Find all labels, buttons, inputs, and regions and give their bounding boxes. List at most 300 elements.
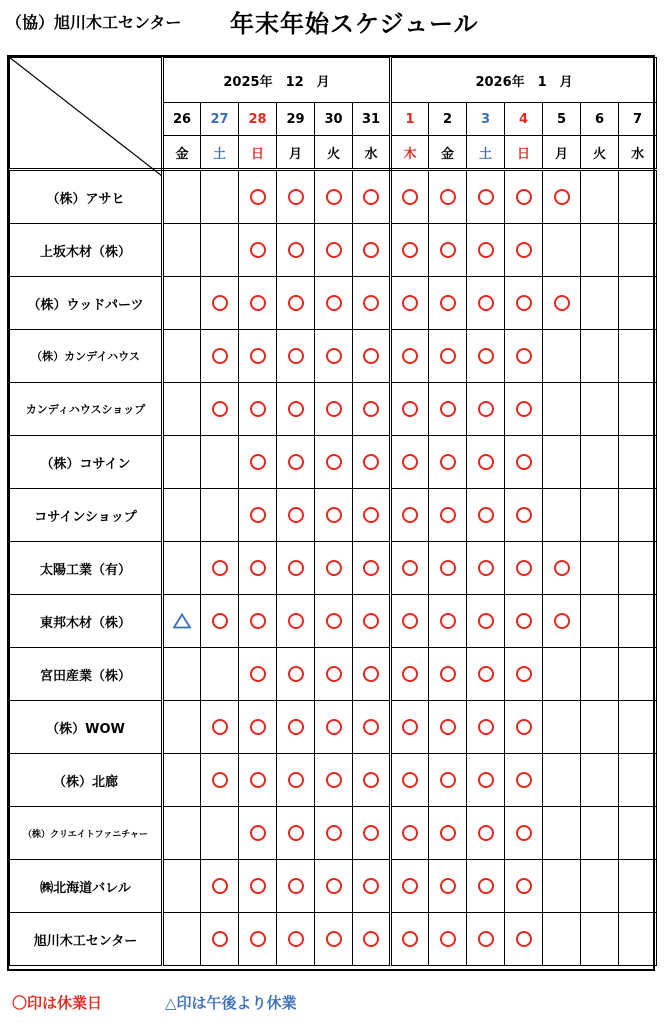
schedule-cell: [429, 277, 467, 330]
date-cell: 5: [543, 103, 581, 136]
closed-circle-icon: [363, 719, 379, 735]
organization-name: （協）旭川木工センター: [6, 13, 182, 32]
schedule-cell: [467, 648, 505, 701]
schedule-cell: [543, 913, 581, 966]
closed-circle-icon: [288, 772, 304, 788]
schedule-cell: [429, 595, 467, 648]
schedule-cell: [391, 648, 429, 701]
closed-circle-icon: [288, 454, 304, 470]
schedule-cell: [391, 170, 429, 224]
closed-circle-icon: [363, 772, 379, 788]
schedule-cell: [277, 489, 315, 542]
closed-circle-icon: [440, 507, 456, 523]
schedule-cell: [353, 860, 391, 913]
closed-circle-icon: [516, 507, 532, 523]
schedule-cell: [581, 170, 619, 224]
table-row: [10, 648, 657, 701]
schedule-cell: [581, 754, 619, 807]
schedule-cell: [467, 383, 505, 436]
schedule-cell: [239, 913, 277, 966]
schedule-cell: [391, 436, 429, 489]
date-cell: 30: [315, 103, 353, 136]
closed-circle-icon: [440, 454, 456, 470]
schedule-cell: [239, 170, 277, 224]
closed-circle-icon: [326, 189, 342, 205]
closed-circle-icon: [516, 348, 532, 364]
schedule-cell: [163, 595, 201, 648]
schedule-cell: [581, 330, 619, 383]
schedule-cell: [543, 701, 581, 754]
schedule-cell: [163, 913, 201, 966]
schedule-cell: [353, 542, 391, 595]
schedule-cell: [467, 170, 505, 224]
closed-circle-icon: [250, 454, 266, 470]
closed-circle-icon: [402, 295, 418, 311]
closed-circle-icon: [363, 242, 379, 258]
closed-circle-icon: [478, 454, 494, 470]
closed-circle-icon: [554, 560, 570, 576]
closed-circle-icon: [554, 295, 570, 311]
schedule-cell: [581, 224, 619, 277]
closed-circle-icon: [363, 507, 379, 523]
schedule-cell: [391, 489, 429, 542]
schedule-cell: [315, 595, 353, 648]
schedule-cell: [619, 648, 657, 701]
closed-circle-icon: [288, 825, 304, 841]
closed-circle-icon: [402, 454, 418, 470]
schedule-cell: [315, 913, 353, 966]
schedule-cell: [163, 330, 201, 383]
company-name: （株）WOW: [10, 701, 163, 754]
closed-circle-icon: [288, 613, 304, 629]
schedule-cell: [429, 860, 467, 913]
closed-circle-icon: [363, 931, 379, 947]
schedule-cell: [505, 648, 543, 701]
schedule-cell: [353, 807, 391, 860]
date-cell: 31: [353, 103, 391, 136]
company-name: カンディハウスショップ: [10, 383, 163, 436]
schedule-cell: [543, 436, 581, 489]
schedule-cell: [543, 542, 581, 595]
schedule-cell: [543, 330, 581, 383]
weekday-cell: 金: [429, 136, 467, 170]
closed-circle-icon: [326, 719, 342, 735]
closed-circle-icon: [326, 242, 342, 258]
closed-circle-icon: [326, 931, 342, 947]
schedule-cell: [543, 648, 581, 701]
schedule-cell: [277, 701, 315, 754]
schedule-cell: [239, 542, 277, 595]
schedule-cell: [619, 542, 657, 595]
schedule-cell: [277, 542, 315, 595]
closed-circle-icon: [478, 931, 494, 947]
table-row: [10, 436, 657, 489]
closed-circle-icon: [250, 666, 266, 682]
schedule-cell: [315, 277, 353, 330]
closed-circle-icon: [326, 295, 342, 311]
schedule-cell: [239, 701, 277, 754]
schedule-cell: [353, 754, 391, 807]
schedule-cell: [315, 436, 353, 489]
legend-holiday: 〇印は休業日: [12, 994, 103, 1012]
weekday-cell: 月: [543, 136, 581, 170]
schedule-cell: [391, 595, 429, 648]
schedule-cell: [619, 489, 657, 542]
closed-circle-icon: [402, 189, 418, 205]
closed-circle-icon: [478, 401, 494, 417]
closed-circle-icon: [478, 242, 494, 258]
closed-circle-icon: [478, 878, 494, 894]
schedule-cell: [429, 383, 467, 436]
closed-circle-icon: [288, 401, 304, 417]
schedule-cell: [391, 542, 429, 595]
schedule-cell: [315, 170, 353, 224]
table-row: [10, 913, 657, 966]
closed-circle-icon: [288, 295, 304, 311]
weekday-cell: 土: [467, 136, 505, 170]
schedule-cell: [619, 807, 657, 860]
schedule-cell: [467, 754, 505, 807]
schedule-cell: [239, 277, 277, 330]
schedule-cell: [163, 489, 201, 542]
table-row: [10, 277, 657, 330]
schedule-cell: [315, 542, 353, 595]
schedule-cell: [505, 860, 543, 913]
schedule-cell: [505, 436, 543, 489]
schedule-cell: [277, 860, 315, 913]
closed-circle-icon: [478, 825, 494, 841]
schedule-cell: [619, 860, 657, 913]
closed-circle-icon: [478, 189, 494, 205]
company-name: 旭川木工センター: [10, 913, 163, 966]
schedule-cell: [201, 489, 239, 542]
schedule-cell: [315, 224, 353, 277]
closed-circle-icon: [516, 454, 532, 470]
date-cell: 6: [581, 103, 619, 136]
closed-circle-icon: [478, 719, 494, 735]
company-name: （株）クリエイトファニチャー: [10, 807, 163, 860]
schedule-cell: [619, 330, 657, 383]
schedule-cell: [277, 170, 315, 224]
schedule-cell: [201, 754, 239, 807]
date-cell: 7: [619, 103, 657, 136]
closed-circle-icon: [212, 401, 228, 417]
schedule-cell: [505, 542, 543, 595]
schedule-cell: [619, 754, 657, 807]
date-cell: 26: [163, 103, 201, 136]
schedule-cell: [239, 489, 277, 542]
schedule-cell: [581, 807, 619, 860]
closed-circle-icon: [212, 295, 228, 311]
schedule-cell: [505, 489, 543, 542]
closed-circle-icon: [516, 878, 532, 894]
closed-circle-icon: [288, 507, 304, 523]
company-name: 太陽工業（有）: [10, 542, 163, 595]
header-corner-diagonal: [9, 57, 162, 176]
schedule-cell: [277, 383, 315, 436]
schedule-cell: [505, 754, 543, 807]
schedule-cell: [543, 383, 581, 436]
schedule-cell: [543, 489, 581, 542]
date-cell: 3: [467, 103, 505, 136]
schedule-cell: [201, 701, 239, 754]
schedule-cell: [429, 648, 467, 701]
schedule-cell: [391, 330, 429, 383]
closed-circle-icon: [402, 401, 418, 417]
schedule-cell: [315, 383, 353, 436]
closed-circle-icon: [440, 825, 456, 841]
schedule-cell: [277, 595, 315, 648]
closed-circle-icon: [402, 242, 418, 258]
schedule-cell: [505, 170, 543, 224]
schedule-cell: [163, 542, 201, 595]
weekday-cell: 火: [315, 136, 353, 170]
closed-circle-icon: [288, 878, 304, 894]
schedule-cell: [163, 170, 201, 224]
closed-circle-icon: [288, 560, 304, 576]
date-cell: 4: [505, 103, 543, 136]
table-row: [10, 383, 657, 436]
closed-circle-icon: [326, 507, 342, 523]
schedule-cell: [163, 224, 201, 277]
schedule-cell: [239, 224, 277, 277]
weekday-cell: 土: [201, 136, 239, 170]
closed-circle-icon: [363, 825, 379, 841]
closed-circle-icon: [478, 348, 494, 364]
closed-circle-icon: [402, 507, 418, 523]
date-cell: 1: [391, 103, 429, 136]
schedule-cell: [239, 595, 277, 648]
schedule-cell: [353, 489, 391, 542]
schedule-cell: [201, 224, 239, 277]
closed-circle-icon: [440, 719, 456, 735]
schedule-cell: [239, 807, 277, 860]
schedule-cell: [163, 807, 201, 860]
closed-circle-icon: [516, 242, 532, 258]
schedule-cell: [467, 277, 505, 330]
closed-circle-icon: [402, 825, 418, 841]
schedule-cell: [201, 330, 239, 383]
closed-circle-icon: [250, 242, 266, 258]
date-cell: 2: [429, 103, 467, 136]
schedule-cell: [467, 489, 505, 542]
company-name: ㈱北海道バレル: [10, 860, 163, 913]
schedule-cell: [315, 807, 353, 860]
schedule-cell: [619, 701, 657, 754]
schedule-cell: [239, 330, 277, 383]
closed-circle-icon: [440, 878, 456, 894]
closed-circle-icon: [212, 878, 228, 894]
closed-circle-icon: [516, 931, 532, 947]
schedule-cell: [277, 913, 315, 966]
schedule-cell: [467, 436, 505, 489]
closed-circle-icon: [440, 348, 456, 364]
schedule-cell: [201, 436, 239, 489]
schedule-cell: [201, 807, 239, 860]
closed-circle-icon: [250, 719, 266, 735]
closed-circle-icon: [440, 772, 456, 788]
closed-circle-icon: [516, 666, 532, 682]
closed-circle-icon: [363, 613, 379, 629]
closed-circle-icon: [516, 772, 532, 788]
schedule-cell: [391, 860, 429, 913]
table-row: [10, 860, 657, 913]
weekday-cell: 火: [581, 136, 619, 170]
schedule-cell: [239, 436, 277, 489]
closed-circle-icon: [478, 772, 494, 788]
schedule-cell: [277, 436, 315, 489]
schedule-cell: [315, 701, 353, 754]
schedule-cell: [201, 595, 239, 648]
schedule-cell: [581, 277, 619, 330]
schedule-cell: [201, 277, 239, 330]
schedule-cell: [581, 542, 619, 595]
schedule-cell: [429, 436, 467, 489]
closed-circle-icon: [402, 560, 418, 576]
schedule-cell: [581, 436, 619, 489]
schedule-cell: [581, 701, 619, 754]
schedule-cell: [239, 648, 277, 701]
schedule-cell: [505, 913, 543, 966]
schedule-cell: [315, 489, 353, 542]
table-row: [10, 224, 657, 277]
schedule-cell: [201, 542, 239, 595]
schedule-cell: [353, 648, 391, 701]
closed-circle-icon: [250, 507, 266, 523]
closed-circle-icon: [326, 348, 342, 364]
schedule-cell: [201, 913, 239, 966]
schedule-cell: [467, 542, 505, 595]
schedule-cell: [353, 701, 391, 754]
closed-circle-icon: [440, 189, 456, 205]
schedule-cell: [391, 224, 429, 277]
closed-circle-icon: [516, 401, 532, 417]
schedule-cell: [163, 436, 201, 489]
schedule-cell: [315, 754, 353, 807]
table-row: [10, 542, 657, 595]
closed-circle-icon: [250, 348, 266, 364]
page-title: 年末年始スケジュール: [230, 10, 479, 38]
closed-circle-icon: [212, 772, 228, 788]
month-december: 2025年 12 月: [163, 58, 391, 103]
closed-circle-icon: [288, 719, 304, 735]
schedule-cell: [353, 330, 391, 383]
schedule-cell: [543, 224, 581, 277]
afternoon-triangle-icon: [173, 613, 191, 629]
schedule-cell: [163, 701, 201, 754]
schedule-cell: [239, 383, 277, 436]
closed-circle-icon: [516, 189, 532, 205]
schedule-cell: [543, 754, 581, 807]
closed-circle-icon: [212, 719, 228, 735]
schedule-cell: [429, 542, 467, 595]
schedule-cell: [201, 648, 239, 701]
schedule-cell: [201, 860, 239, 913]
closed-circle-icon: [212, 560, 228, 576]
schedule-cell: [429, 170, 467, 224]
schedule-cell: [353, 170, 391, 224]
closed-circle-icon: [326, 560, 342, 576]
schedule-cell: [391, 754, 429, 807]
schedule-frame: [7, 55, 655, 971]
schedule-cell: [239, 860, 277, 913]
schedule-cell: [277, 277, 315, 330]
closed-circle-icon: [212, 931, 228, 947]
closed-circle-icon: [363, 878, 379, 894]
closed-circle-icon: [516, 825, 532, 841]
weekday-cell: 日: [239, 136, 277, 170]
schedule-cell: [505, 701, 543, 754]
closed-circle-icon: [363, 560, 379, 576]
closed-circle-icon: [402, 931, 418, 947]
schedule-cell: [467, 224, 505, 277]
closed-circle-icon: [402, 666, 418, 682]
schedule-cell: [163, 383, 201, 436]
weekday-cell: 水: [619, 136, 657, 170]
closed-circle-icon: [440, 931, 456, 947]
closed-circle-icon: [554, 189, 570, 205]
closed-circle-icon: [363, 189, 379, 205]
schedule-cell: [581, 913, 619, 966]
schedule-cell: [543, 170, 581, 224]
schedule-cell: [353, 436, 391, 489]
closed-circle-icon: [363, 348, 379, 364]
weekday-cell: 日: [505, 136, 543, 170]
closed-circle-icon: [478, 613, 494, 629]
schedule-cell: [505, 224, 543, 277]
closed-circle-icon: [516, 719, 532, 735]
schedule-cell: [581, 383, 619, 436]
closed-circle-icon: [440, 560, 456, 576]
schedule-cell: [353, 277, 391, 330]
closed-circle-icon: [363, 666, 379, 682]
closed-circle-icon: [402, 878, 418, 894]
table-row: [10, 170, 657, 224]
schedule-cell: [391, 277, 429, 330]
closed-circle-icon: [212, 348, 228, 364]
schedule-cell: [163, 860, 201, 913]
schedule-cell: [505, 383, 543, 436]
schedule-cell: [353, 595, 391, 648]
schedule-cell: [315, 860, 353, 913]
closed-circle-icon: [250, 825, 266, 841]
schedule-cell: [467, 701, 505, 754]
company-name: （株）カンデイハウス: [10, 330, 163, 383]
closed-circle-icon: [326, 666, 342, 682]
table-row: [10, 489, 657, 542]
schedule-cell: [429, 754, 467, 807]
schedule-cell: [467, 860, 505, 913]
schedule-cell: [429, 913, 467, 966]
schedule-cell: [581, 648, 619, 701]
closed-circle-icon: [402, 719, 418, 735]
weekday-cell: 水: [353, 136, 391, 170]
schedule-cell: [581, 489, 619, 542]
schedule-table: [9, 57, 657, 966]
closed-circle-icon: [250, 295, 266, 311]
closed-circle-icon: [402, 348, 418, 364]
weekday-cell: 金: [163, 136, 201, 170]
schedule-cell: [467, 807, 505, 860]
month-january: 2026年 1 月: [391, 58, 657, 103]
closed-circle-icon: [288, 348, 304, 364]
closed-circle-icon: [288, 189, 304, 205]
table-row: [10, 701, 657, 754]
closed-circle-icon: [363, 454, 379, 470]
table-row: [10, 330, 657, 383]
schedule-cell: [619, 277, 657, 330]
schedule-cell: [619, 170, 657, 224]
